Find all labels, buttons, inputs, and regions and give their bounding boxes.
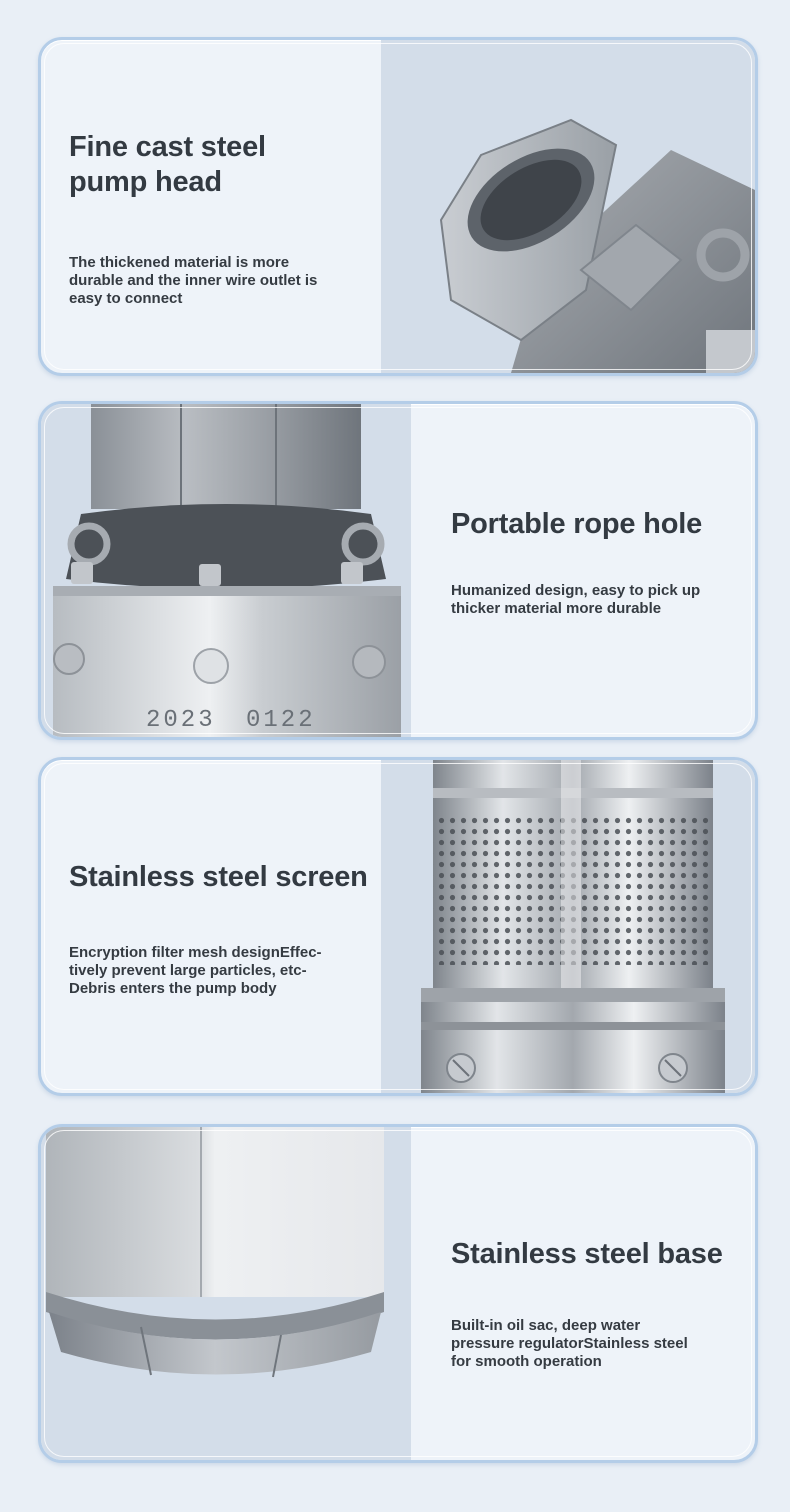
rope-hole-photo bbox=[41, 404, 411, 737]
feature-description bbox=[451, 1317, 751, 1371]
description-line: for smooth operation bbox=[451, 1353, 602, 1370]
filter-screen-photo bbox=[381, 760, 755, 1093]
feature-card-base bbox=[38, 1124, 758, 1463]
description-line: Debris enters the pump body bbox=[69, 980, 277, 997]
feature-description bbox=[69, 944, 389, 998]
description-line: easy to connect bbox=[69, 290, 183, 307]
feature-description bbox=[69, 254, 389, 308]
pump-head-photo bbox=[381, 40, 755, 373]
feature-card-rope-hole bbox=[38, 401, 758, 740]
feature-title: Stainless steel screen bbox=[69, 861, 368, 893]
feature-title: Portable rope hole bbox=[451, 508, 702, 540]
feature-card-screen bbox=[38, 757, 758, 1096]
description-line: durable and the inner wire outlet is bbox=[69, 272, 318, 289]
description-line: Humanized design, easy to pick up bbox=[451, 582, 701, 599]
feature-title-line: Fine cast steel bbox=[69, 131, 266, 163]
feature-title bbox=[69, 130, 389, 200]
engraving-year: 2023 bbox=[146, 707, 216, 734]
description-line: Built-in oil sac, deep water bbox=[451, 1317, 641, 1334]
feature-title: Stainless steel base bbox=[451, 1238, 723, 1270]
feature-card-pump-head bbox=[38, 37, 758, 376]
pump-base-photo bbox=[41, 1127, 411, 1460]
feature-description bbox=[451, 582, 751, 618]
description-line: pressure regulatorStainless steel bbox=[451, 1335, 688, 1352]
description-line: The thickened material is more bbox=[69, 254, 290, 271]
engraving-code: 0122 bbox=[246, 707, 316, 734]
description-line: Encryption filter mesh designEffec- bbox=[69, 944, 322, 961]
description-line: thicker material more durable bbox=[451, 600, 662, 617]
feature-title-line: pump head bbox=[69, 166, 222, 198]
description-line: tively prevent large particles, etc- bbox=[69, 962, 307, 979]
